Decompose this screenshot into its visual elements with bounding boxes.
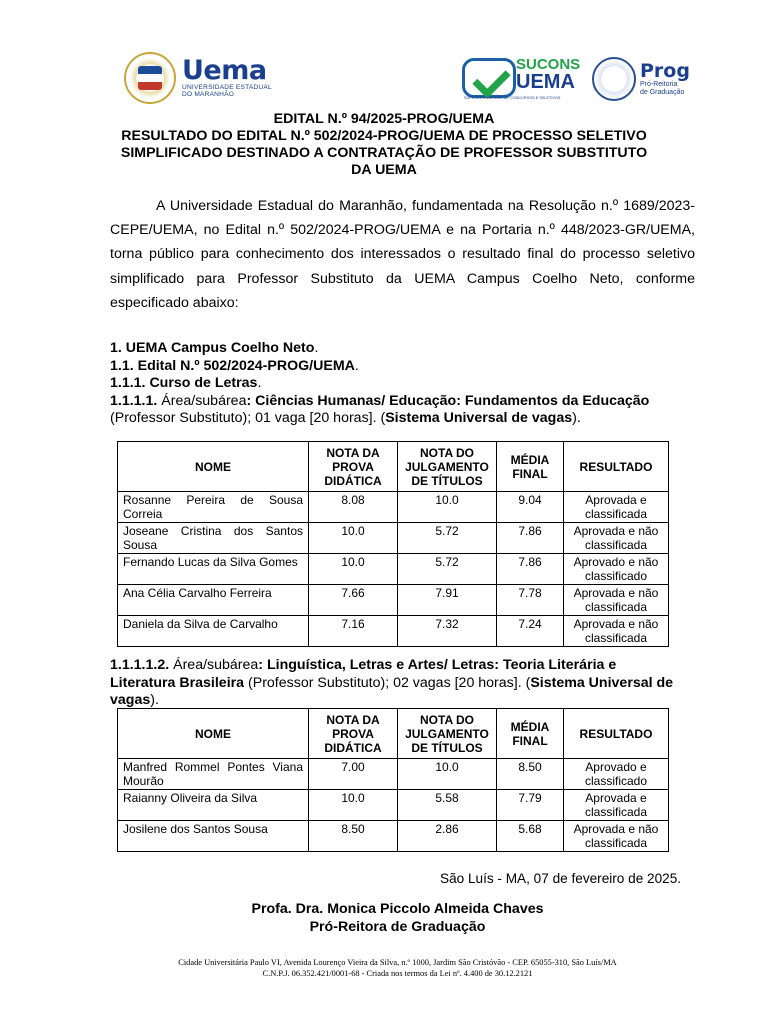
sucons-logo-word: SUCONS xyxy=(516,56,581,73)
table-row xyxy=(118,492,669,523)
cell-resultado: Aprovado e classificado xyxy=(564,759,669,790)
cell-julgamento: 7.91 xyxy=(398,585,497,616)
cell-media: 7.78 xyxy=(497,585,564,616)
cell-media: 9.04 xyxy=(497,492,564,523)
uema-logo xyxy=(124,50,284,106)
header-nome: NOME xyxy=(118,709,309,759)
checkmark-icon xyxy=(462,58,516,98)
table-row xyxy=(118,585,669,616)
cell-julgamento: 7.32 xyxy=(398,616,497,647)
table-row xyxy=(118,616,669,647)
title-line-2: RESULTADO DO EDITAL N.º 502/2024-PROG/UEMA DE PROCESSO SELETIVO xyxy=(121,128,647,144)
cell-media: 5.68 xyxy=(497,821,564,852)
header-prova: NOTA DA PROVA DIDÁTICA xyxy=(309,709,398,759)
signatory-name: Profa. Dra. Monica Piccolo Almeida Chaves xyxy=(251,901,544,917)
document-title xyxy=(90,111,678,179)
header-resultado: RESULTADO xyxy=(564,442,669,492)
table-row xyxy=(118,759,669,790)
uema-logo-subtitle-2: DO MARANHÃO xyxy=(182,91,235,98)
section-1: 1. UEMA Campus Coelho Neto. xyxy=(110,340,319,356)
uema-seal-icon xyxy=(124,52,176,104)
cell-prova: 10.0 xyxy=(309,790,398,821)
table-row xyxy=(118,554,669,585)
cell-nome: Daniela da Silva de Carvalho xyxy=(118,616,309,647)
prog-logo xyxy=(592,54,692,104)
uema-logo-subtitle-1: UNIVERSIDADE ESTADUAL xyxy=(182,83,272,91)
header-media: MÉDIA FINAL xyxy=(497,709,564,759)
cell-prova: 10.0 xyxy=(309,554,398,585)
cell-resultado: Aprovada e classificada xyxy=(564,492,669,523)
results-table-1 xyxy=(117,441,669,647)
page-footer xyxy=(100,958,695,979)
table-row xyxy=(118,523,669,554)
prog-logo-subtitle-1: Pró-Reitoria xyxy=(640,81,678,88)
footer-address: Cidade Universitária Paulo VI, Avenida Lourenço Vieira da Silva, n.º 1000, Jardim São Cristóvão - CEP. 65055-310, São Luís/MA xyxy=(178,958,617,967)
cell-resultado: Aprovada e não classificada xyxy=(564,616,669,647)
header-nome: NOME xyxy=(118,442,309,492)
cell-nome: Fernando Lucas da Silva Gomes xyxy=(118,554,309,585)
cell-julgamento: 5.72 xyxy=(398,554,497,585)
sucons-logo xyxy=(460,54,590,104)
title-line-1: EDITAL N.º 94/2025-PROG/UEMA xyxy=(273,111,495,127)
cell-nome: Ana Célia Carvalho Ferreira xyxy=(118,585,309,616)
footer-cnpj: C.N.P.J. 06.352.421/0001-68 - Criada nos termos da Lei nº. 4.400 de 30.12.2121 xyxy=(262,968,533,978)
cell-julgamento: 10.0 xyxy=(398,759,497,790)
cell-julgamento: 2.86 xyxy=(398,821,497,852)
table-header-row xyxy=(118,709,669,759)
results-table-2 xyxy=(117,708,669,852)
sucons-logo-word-2: UEMA xyxy=(516,71,575,93)
cell-media: 7.79 xyxy=(497,790,564,821)
cell-nome: Josilene dos Santos Sousa xyxy=(118,821,309,852)
cell-prova: 7.00 xyxy=(309,759,398,790)
section-1-1-1-1: 1.1.1.1. Área/subárea: Ciências Humanas/ Educação: Fundamentos da Educação (Professor Substituto); 01 vaga [20 horas]. (Sistema Universal de vagas). xyxy=(110,392,650,426)
table-header-row xyxy=(118,442,669,492)
sucons-logo-subtitle: SUPERINTENDÊNCIA DE CONCURSOS E SELETIVOS xyxy=(464,96,561,100)
title-line-3: SIMPLIFICADO DESTINADO A CONTRATAÇÃO DE PROFESSOR SUBSTITUTO xyxy=(120,145,648,161)
section-headings xyxy=(110,340,670,428)
section-1-1-1-1-2: 1.1.1.1.2. Área/subárea: Linguística, Letras e Artes/ Letras: Teoria Literária e Literatura Brasileira (Professor Substituto); 02 vagas [20 horas]. (Sistema Universal de vagas). xyxy=(110,657,674,708)
uema-logo-word: Uema xyxy=(182,54,267,86)
place-date: São Luís - MA, 07 de fevereiro de 2025. xyxy=(440,871,682,886)
cell-julgamento: 5.58 xyxy=(398,790,497,821)
prog-seal-icon xyxy=(592,57,636,101)
cell-media: 8.50 xyxy=(497,759,564,790)
table-row xyxy=(118,790,669,821)
cell-resultado: Aprovado e não classificado xyxy=(564,554,669,585)
cell-prova: 7.16 xyxy=(309,616,398,647)
header-julgamento: NOTA DO JULGAMENTO DE TÍTULOS xyxy=(398,442,497,492)
cell-prova: 8.50 xyxy=(309,821,398,852)
cell-resultado: Aprovada e classificada xyxy=(564,790,669,821)
table-row xyxy=(118,821,669,852)
cell-resultado: Aprovada e não classificada xyxy=(564,821,669,852)
cell-resultado: Aprovada e não classificada xyxy=(564,523,669,554)
cell-nome: Manfred Rommel Pontes Viana Mourão xyxy=(118,759,309,790)
cell-julgamento: 10.0 xyxy=(398,492,497,523)
header-prova: NOTA DA PROVA DIDÁTICA xyxy=(309,442,398,492)
cell-prova: 10.0 xyxy=(309,523,398,554)
cell-media: 7.86 xyxy=(497,554,564,585)
cell-media: 7.86 xyxy=(497,523,564,554)
header-media: MÉDIA FINAL xyxy=(497,442,564,492)
section-1-1: 1.1. Edital N.º 502/2024-PROG/UEMA. xyxy=(110,357,359,374)
cell-prova: 8.08 xyxy=(309,492,398,523)
header-julgamento: NOTA DO JULGAMENTO DE TÍTULOS xyxy=(398,709,497,759)
title-line-4: DA UEMA xyxy=(351,162,417,178)
signatory-role: Pró-Reitora de Graduação xyxy=(309,919,486,935)
cell-resultado: Aprovada e não classificada xyxy=(564,585,669,616)
cell-nome: Rosanne Pereira de Sousa Correia xyxy=(118,492,309,523)
cell-nome: Raianny Oliveira da Silva xyxy=(118,790,309,821)
prog-logo-word: Prog xyxy=(640,60,690,82)
cell-nome: Joseane Cristina dos Santos Sousa xyxy=(118,523,309,554)
cell-julgamento: 5.72 xyxy=(398,523,497,554)
header-resultado: RESULTADO xyxy=(564,709,669,759)
cell-prova: 7.66 xyxy=(309,585,398,616)
prog-logo-subtitle-2: de Graduação xyxy=(640,89,685,96)
signature-block xyxy=(220,900,575,936)
cell-media: 7.24 xyxy=(497,616,564,647)
intro-paragraph: A Universidade Estadual do Maranhão, fundamentada na Resolução n.º 1689/2023-CEPE/UEMA, no Edital n.º 502/2024-PROG/UEMA e na Portaria n.º 448/2023-GR/UEMA, torna público para conhecimento dos interessados o resultado final do processo seletivo simplificado para Professor Substituto da UEMA Campus Coelho Neto, conforme especificado abaixo: xyxy=(110,198,695,311)
section-1-1-1: 1.1.1. Curso de Letras. xyxy=(110,375,262,391)
